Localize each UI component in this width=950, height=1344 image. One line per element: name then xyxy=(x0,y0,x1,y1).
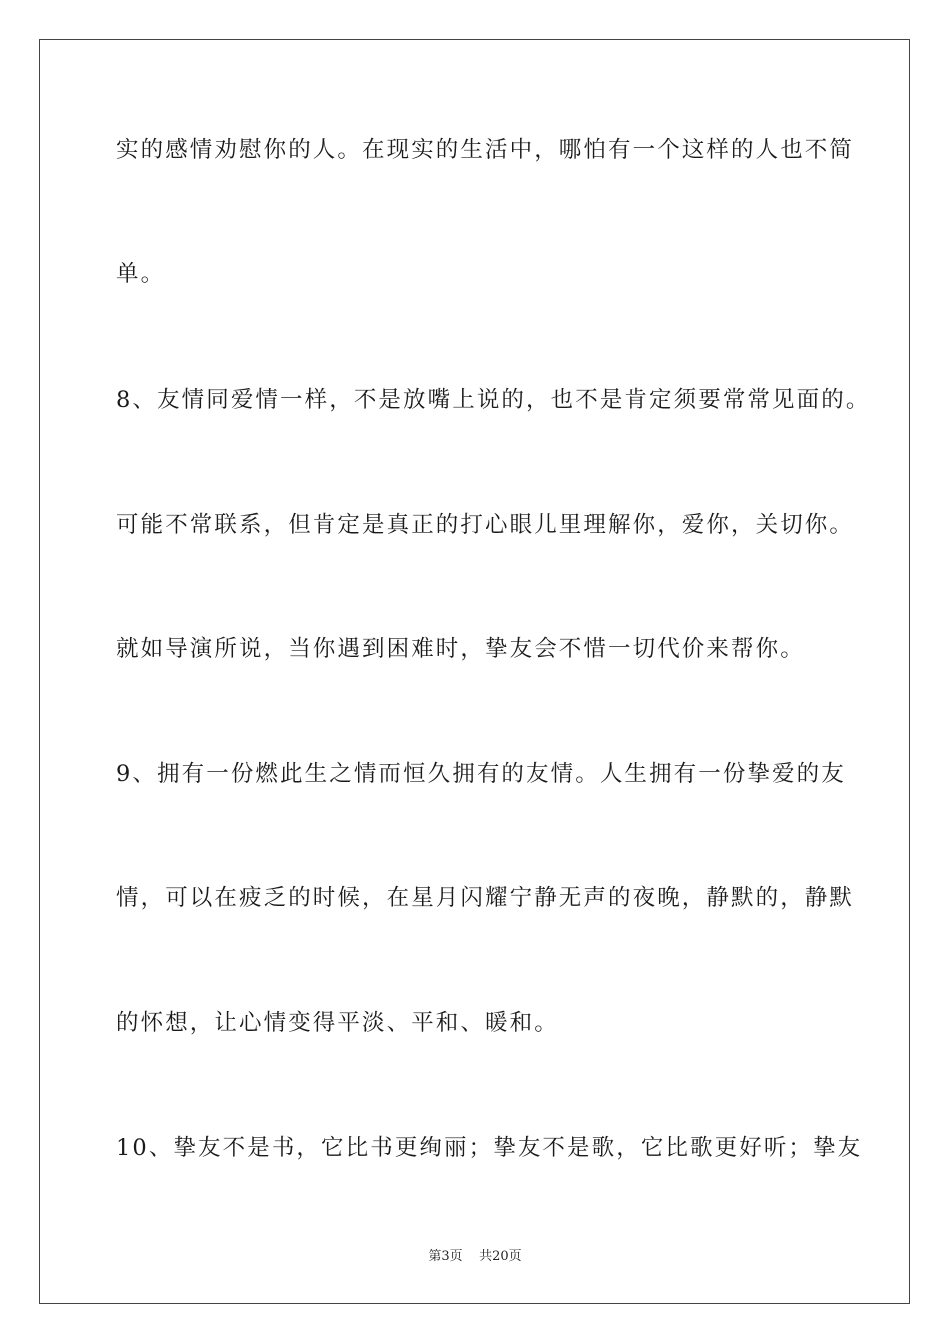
text-line-3: 8、友情同爱情一样，不是放嘴上说的，也不是肯定须要常常见面的。 xyxy=(116,387,871,413)
text-line-8: 的怀想，让心情变得平淡、平和、暖和。 xyxy=(116,1010,559,1036)
page-total: 共20页 xyxy=(479,1249,522,1264)
text-line-4: 可能不常联系，但肯定是真正的打心眼儿里理解你，爱你，关切你。 xyxy=(116,512,855,538)
page-frame xyxy=(39,39,910,1304)
text-line-6: 9、拥有一份燃此生之情而恒久拥有的友情。人生拥有一份挚爱的友 xyxy=(116,761,846,787)
text-line-5: 就如导演所说，当你遇到困难时，挚友会不惜一切代价来帮你。 xyxy=(116,636,805,662)
text-line-2: 单。 xyxy=(116,261,166,287)
text-line-7: 情，可以在疲乏的时候，在星月闪耀宁静无声的夜晚，静默的，静默 xyxy=(116,885,855,911)
text-line-9: 10、挚友不是书，它比书更绚丽；挚友不是歌，它比歌更好听；挚友 xyxy=(116,1135,863,1161)
page-number: 第3页 xyxy=(428,1249,463,1264)
page-footer xyxy=(0,1249,950,1265)
text-line-1: 实的感情劝慰你的人。在现实的生活中，哪怕有一个这样的人也不简 xyxy=(116,137,855,163)
